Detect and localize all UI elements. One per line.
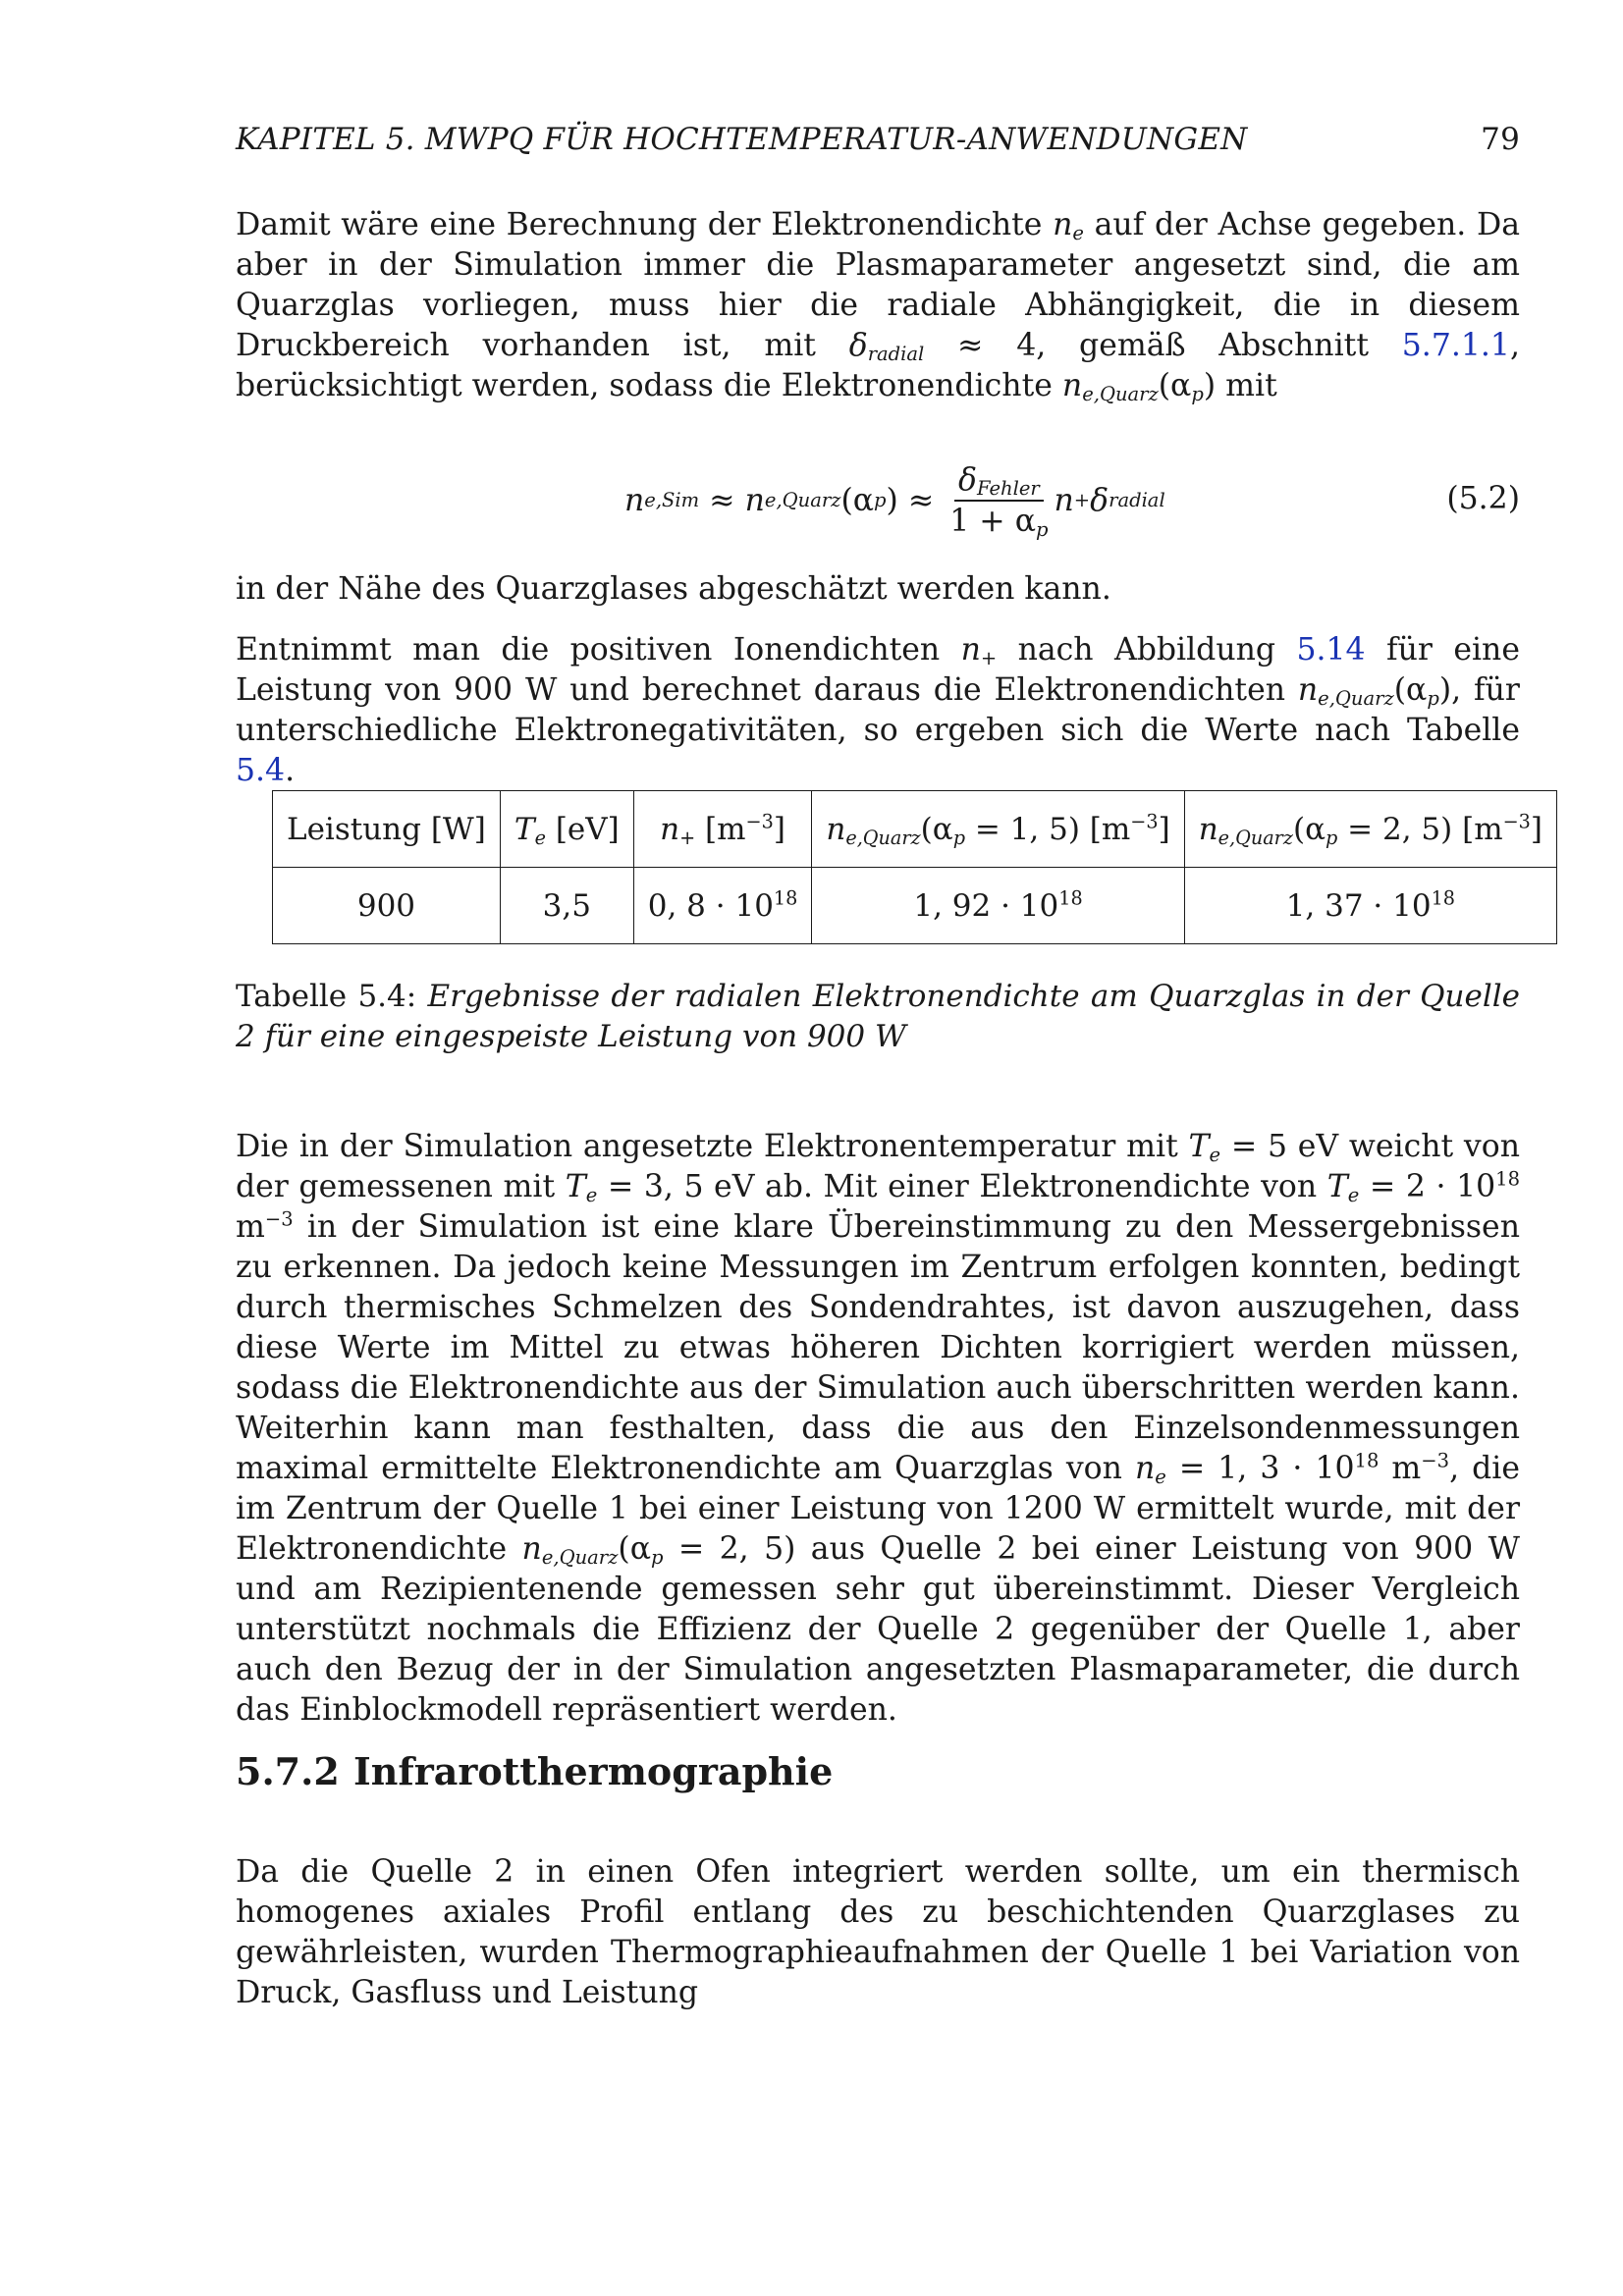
table-cell: 3,5 (500, 868, 633, 944)
table-header-cell: $n_{e,Quarz}(\alpha_p = 1$, 5) $[m^{-3}]$ (812, 791, 1184, 868)
table-header-row (273, 791, 1557, 868)
results-table (272, 790, 1557, 944)
table-header-cell: $n_{e,Quarz}(\alpha_p = 2$, 5) $[m^{-3}]$ (1184, 791, 1556, 868)
table-link[interactable]: 5.4 (236, 753, 286, 788)
equation-fraction: $\frac{\delta_{Fehler}}{1 + \alpha_p}$ (949, 462, 1049, 541)
equation-number: (5.2) (1446, 481, 1520, 516)
page-number: 79 (1481, 122, 1520, 157)
paragraph-3: Entnimmt man die positiven Ionendichten $n_+$ nach Abbildung 5.14 für eine Leistung von 900 W und berechnet daraus die Elektronendichten $n_{e,Quarz}(\alpha_p)$, für unterschiedliche Elektronegativitäten, so ergeben sich die Werte nach Tabelle 5.4. (236, 632, 1520, 788)
paragraph-4: Die in der Simulation angesetzte Elektronentemperatur mit $T_e = 5$ eV weicht von der gemessenen mit $T_e = 3$, 5 eV ab. Mit einer Elektronendichte von $T_e = 2 \cdot 10^{18}$ $m^{-3}$ in der Simulation ist eine klare Übereinstimmung zu den Messergebnissen zu erkennen. Da jedoch keine Messungen im Zentrum erfolgen konnten, bedingt durch thermisches Schmelzen des Sondendrahtes, ist davon auszugehen, dass diese Werte im Mittel zu etwas höheren Dichten korrigiert werden müssen, sodass die Elektronendichte aus der Simulation auch überschritten werden kann. Weiterhin kann man festhalten, dass die aus den Einzelsondenmessungen maximal ermittelte Elektronendichte am Quarzglas von $n_e = 1$, $3 \cdot 10^{18}$ $m^{-3}$, die im Zentrum der Quelle 1 bei einer Leistung von 1200 W ermittelt wurde, mit der Elektronendichte $n_{e,Quarz}(\alpha_p = 2$, 5) aus Quelle 2 bei einer Leistung von 900 W und am Rezipientenende gemessen sehr gut übereinstimmt. Dieser Vergleich unterstützt nochmals die Effizienz der Quelle 2 gegenüber der Quelle 1, aber auch den Bezug der in der Simulation angesetzten Plasmaparameter, die durch das Einblockmodell repräsentiert werden. (236, 1129, 1520, 1728)
section-heading (236, 1749, 833, 1793)
table-row (273, 868, 1557, 944)
paragraph-5: Da die Quelle 2 in einen Ofen integriert werden sollte, um ein thermisch homogenes axiales Profil entlang des zu beschichtenden Quarzglases zu gewährleisten, wurden Thermographieaufnahmen der Quelle 1 bei Variation von Druck, Gasfluss und Leistung (236, 1854, 1520, 2010)
table-cell: 1, $37 \cdot 10^{18}$ (1184, 868, 1556, 944)
chapter-title: KAPITEL 5. MWPQ FÜR HOCHTEMPERATUR-ANWENDUNGEN (236, 122, 1248, 157)
table-header-cell: Leistung [W] (273, 791, 501, 868)
caption-label: Tabelle 5.4: (236, 979, 428, 1014)
section-link[interactable]: 5.7.1.1 (1401, 328, 1510, 363)
paragraph-2: in der Nähe des Quarzglases abgeschätzt werden kann. (236, 571, 1111, 607)
table-cell: 1, $92 \cdot 10^{18}$ (812, 868, 1184, 944)
caption-text: Ergebnisse der radialen Elektronendichte am Quarzglas in der Quelle 2 für eine eingespeiste Leistung von 900 W (236, 979, 1520, 1054)
paragraph-1: Damit wäre eine Berechnung der Elektronendichte $n_e$ auf der Achse gegeben. Da aber in der Simulation immer die Plasmaparameter angesetzt sind, die am Quarzglas vorliegen, muss hier die radiale Abhängigkeit, die in diesem Druckbereich vorhanden ist, mit $\delta_{radial} \approx 4$, gemäß Abschnitt 5.7.1.1, berücksichtigt werden, sodass die Elektronendichte $n_{e,Quarz}(\alpha_p)$ mit (236, 207, 1520, 405)
table-cell: 900 (273, 868, 501, 944)
table-header-cell: $T_e$ [eV] (500, 791, 633, 868)
table-header-cell: $n_+$ $[m^{-3}]$ (633, 791, 812, 868)
table-cell: 0, $8 \cdot 10^{18}$ (633, 868, 812, 944)
section-title: Infrarotthermographie (353, 1749, 834, 1793)
equation-5-2: n e,Sim ≈ n e,Quarz (α p ) ≈ $\frac{\delta_{Fehler}}{1 + \alpha_p}$ n + δ radial (5.2) (624, 462, 1520, 541)
table-caption (236, 977, 1520, 1057)
running-header (236, 122, 1520, 157)
figure-link[interactable]: 5.14 (1296, 632, 1366, 667)
section-number: 5.7.2 (236, 1749, 340, 1793)
